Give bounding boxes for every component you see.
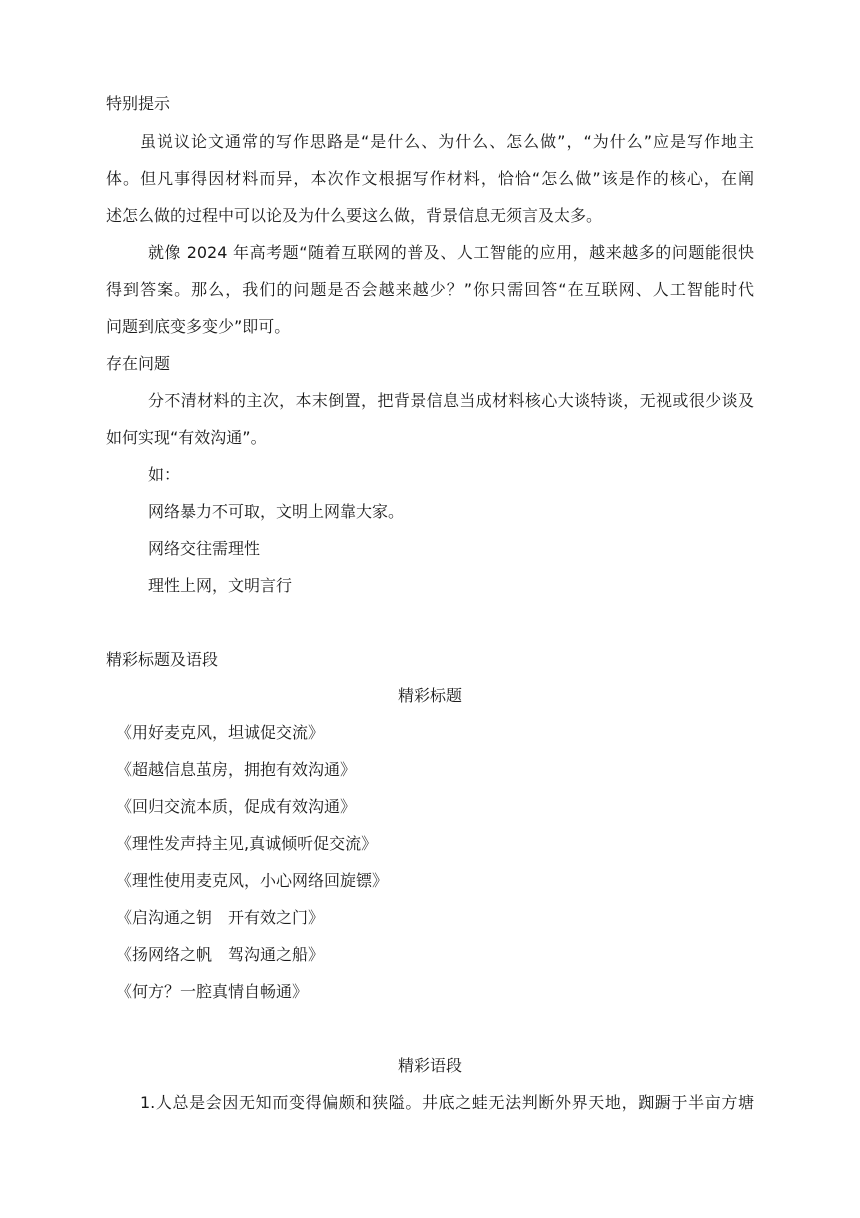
example-item: 网络交往需理性	[148, 539, 261, 558]
section-heading-problems: 存在问题	[106, 354, 171, 373]
paragraph-line: 得到答案。那么，我们的问题是否会越来越少？”你只需回答“在互联网、人工智能时代	[106, 280, 754, 299]
title-list-item: 《启沟通之钥 开有效之门》	[116, 908, 325, 927]
paragraph-line: 体。但凡事得因材料而异，本次作文根据写作材料，恰恰“怎么做”该是作的核心，在阐	[106, 169, 754, 188]
section-heading-excellent: 精彩标题及语段	[106, 650, 219, 669]
paragraph-line: 述怎么做的过程中可以论及为什么要这么做，背景信息无须言及太多。	[106, 206, 603, 225]
title-list-item: 《何方？一腔真情自畅通》	[116, 982, 309, 1001]
title-list-item: 《理性发声持主见,真诚倾听促交流》	[116, 834, 378, 853]
paragraph-line: 问题到底变多变少”即可。	[106, 317, 291, 336]
example-item: 网络暴力不可取，文明上网靠大家。	[148, 502, 405, 521]
title-list-item: 《回归交流本质，促成有效沟通》	[116, 797, 357, 816]
example-item: 理性上网，文明言行	[148, 576, 293, 595]
example-label: 如：	[148, 465, 181, 484]
paragraph-line: 如何实现“有效沟通”。	[106, 428, 267, 447]
paragraph-line: 1.人总是会因无知而变得偏颇和狭隘。井底之蛙无法判断外界天地，踟蹰于半亩方塘	[140, 1093, 754, 1112]
title-list-item: 《理性使用麦克风，小心网络回旋镖》	[116, 871, 389, 890]
title-list-item: 《扬网络之帆 驾沟通之船》	[116, 945, 325, 964]
section-heading-special-tip: 特别提示	[106, 94, 171, 113]
title-list-item: 《超越信息茧房，拥抱有效沟通》	[116, 760, 357, 779]
subheading-paragraphs: 精彩语段	[397, 1056, 462, 1075]
paragraph-line: 分不清材料的主次，本末倒置，把背景信息当成材料核心大谈特谈，无视或很少谈及	[148, 391, 754, 410]
subheading-titles: 精彩标题	[397, 686, 462, 705]
title-list-item: 《用好麦克风，坦诚促交流》	[116, 723, 325, 742]
paragraph-line: 就像 2024 年高考题“随着互联网的普及、人工智能的应用，越来越多的问题能很快	[148, 243, 754, 262]
paragraph-line: 虽说议论文通常的写作思路是“是什么、为什么、怎么做”，“为什么”应是写作地主	[140, 132, 754, 151]
